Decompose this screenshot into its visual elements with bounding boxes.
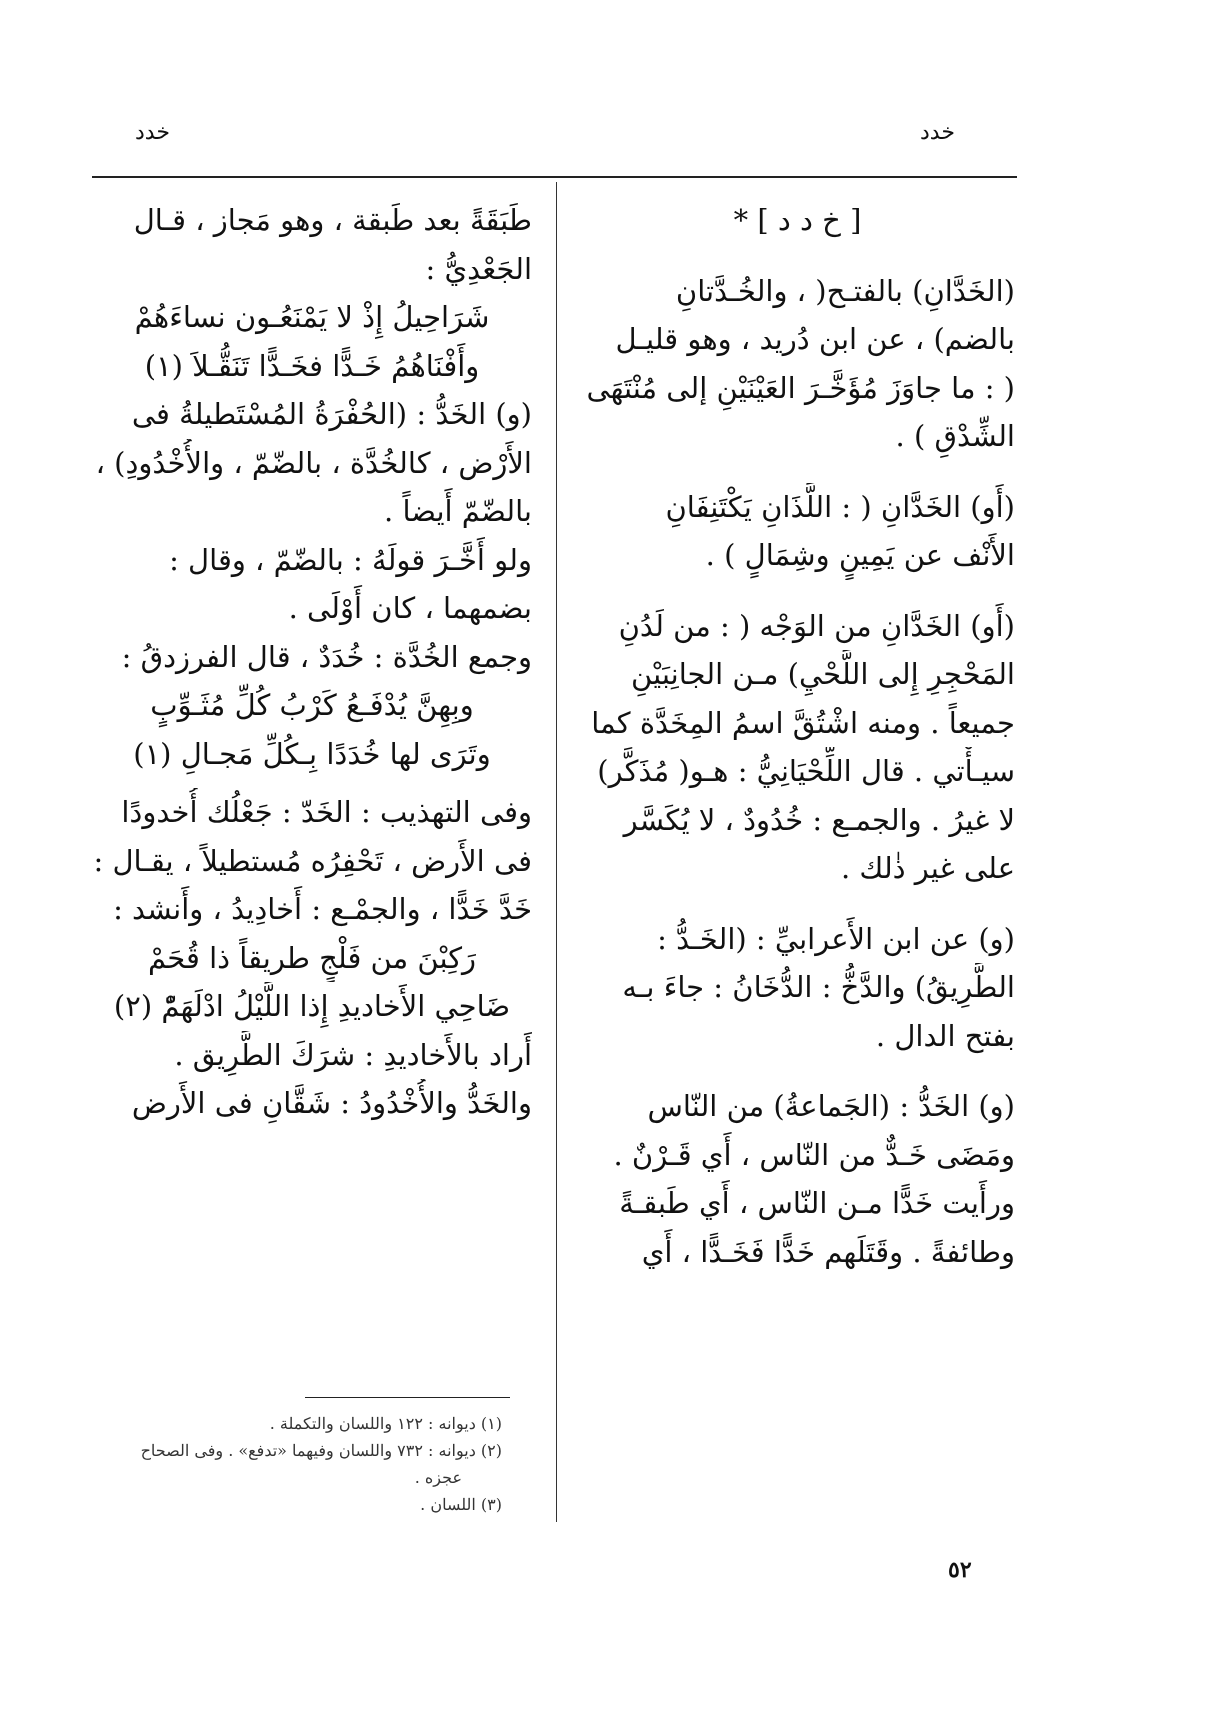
text-line: (و) عن ابن الأَعرابيِّ : (الخَـدُّ : xyxy=(657,921,1015,956)
text-line: ورأَيت خَدًّا مـن النّاس ، أَي طَبقـةً xyxy=(619,1186,1015,1220)
text-line: الأَرْض ، كالخُدَّة ، بالضّمّ ، والأُخْدُودِ) ، xyxy=(95,445,532,480)
footnote-rule xyxy=(305,1397,510,1398)
text-line: (أَو) الخَدَّانِ ( : اللَّذَانِ يَكْتَنِفَانِ xyxy=(665,489,1015,524)
column-divider xyxy=(556,182,557,1522)
text-line: لا غيرُ . والجمـع : خُدُودٌ ، لا يُكَسَّر xyxy=(623,802,1015,837)
right-column xyxy=(580,196,1015,1276)
text-line: طَبَقَةً بعد طَبقة ، وهو مَجاز ، قـال xyxy=(133,203,532,237)
running-header-left: خدد xyxy=(135,120,170,145)
text-line: بالضم) ، عن ابن دُريد ، وهو قليـل xyxy=(615,322,1015,356)
header-rule xyxy=(92,176,1017,178)
verse-line: شَرَاحِيلُ إِذْ لا يَمْنَعُـون نساءَهُمْ xyxy=(134,300,490,334)
page-number: ٥٢ xyxy=(948,1557,972,1583)
text-line: والخَدُّ والأُخْدُودُ : شَقَّانِ فى الأَرض xyxy=(131,1086,532,1120)
text-line: ( : ما جاوَزَ مُؤَخَّـرَ العَيْنَيْنِ إلى مُنْتَهَى xyxy=(586,370,1015,405)
text-line: (و) الخَدُّ : (الجَماعةُ) من النّاس xyxy=(647,1089,1015,1123)
entry-title: [ خ د د ] * xyxy=(733,203,862,237)
text-line: وفى التهذيب : الخَدّ : جَعْلُك أُخدودًا xyxy=(121,795,532,829)
footnote: (٢) ديوانه : ٧٣٢ واللسان وفيهما «تدفع» . وفى الصحاح xyxy=(140,1441,502,1460)
verse-line: ضَاحِي الأَخاديدِ إِذا اللَّيْلُ ادْلَهَمّْ (٢) xyxy=(113,989,511,1023)
verse-line: وأَفْنَاهُمُ خَـدًّا فخَـدًّا تَنَقُّـلاَ (١) xyxy=(144,348,480,383)
text-line: (و) الخَدُّ : (الحُفْرَةُ المُسْتَطيلةُ فى xyxy=(131,397,532,431)
verse-line: وتَرَى لها خُدَدًا بِـكُلِّ مَجـالِ (١) xyxy=(133,736,491,771)
text-line: بالضّمّ أَيضاً . xyxy=(384,494,532,528)
text-line: جميعاً . ومنه اشْتُقَّ اسمُ المِخَدَّة كما xyxy=(591,705,1015,740)
text-line: بضمهما ، كان أَوْلَى . xyxy=(288,591,532,625)
text-line: (الخَدَّانِ) بالفتـح( ، والخُـدَّتانِ xyxy=(675,273,1015,308)
text-line: وجمع الخُدَّة : خُدَدٌ ، قال الفرزدقُ : xyxy=(121,639,532,674)
text-line: سيـأْتي . قال اللِّحْيَانِيُّ : هـو( مُذَكَّر) xyxy=(597,754,1015,788)
left-column xyxy=(92,196,532,1128)
text-line: وطائفةً . وقَتَلَهم خَدًّا فَخَـدًّا ، أَي xyxy=(641,1234,1015,1269)
text-line: المَحْجِرِ إِلى اللَّحْيِ) مـن الجانِبَيْنِ xyxy=(631,657,1015,691)
text-line: على غير ذٰلك . xyxy=(840,851,1015,885)
footnotes xyxy=(92,1410,502,1518)
text-line: أَراد بالأَخاديدِ : شرَكَ الطَّرِيق . xyxy=(174,1037,532,1072)
text-line: الطَّرِيقُ) والدَّخُّ : الدُّخَانُ : جاءَ بـه xyxy=(622,970,1015,1004)
footnote: (١) ديوانه : ١٢٢ واللسان والتكملة . xyxy=(269,1414,502,1433)
text-line: ومَضَى خَـدٌّ من النّاس ، أَي قَـرْنٌ . xyxy=(613,1137,1015,1172)
text-line: فى الأَرض ، تَحْفِرُه مُستطيلاً ، يقـال : xyxy=(93,843,532,878)
text-line: بفتح الدال . xyxy=(875,1018,1015,1053)
text-line: الشِّدْقِ ) . xyxy=(895,419,1015,453)
text-line: الأَنْف عن يَمِينٍ وشِمَالٍ ) . xyxy=(705,538,1015,572)
text-line: الجَعْدِيُّ : xyxy=(425,251,532,286)
verse-line: رَكِبْنَ من فَلْجٍ طريقاً ذا قُحَمْ xyxy=(147,940,477,975)
footnote: (٣) اللسان . xyxy=(420,1495,502,1514)
text-line: (أَو) الخَدَّانِ من الوَجْه ( : من لَدُنِ xyxy=(618,608,1015,643)
running-header-right: خدد xyxy=(920,120,955,145)
text-line: خَدَّ خَدًّا ، والجمْـع : أَخادِيدُ ، وأَنشد : xyxy=(113,892,532,926)
footnote: عجزه . xyxy=(414,1468,462,1487)
verse-line: وبِهِنَّ يُدْفَـعُ كَرْبُ كُلِّ مُثَـوِّبٍ xyxy=(150,688,474,722)
text-line: ولو أَخَّـرَ قولَهُ : بالضّمّ ، وقال : xyxy=(169,542,532,577)
